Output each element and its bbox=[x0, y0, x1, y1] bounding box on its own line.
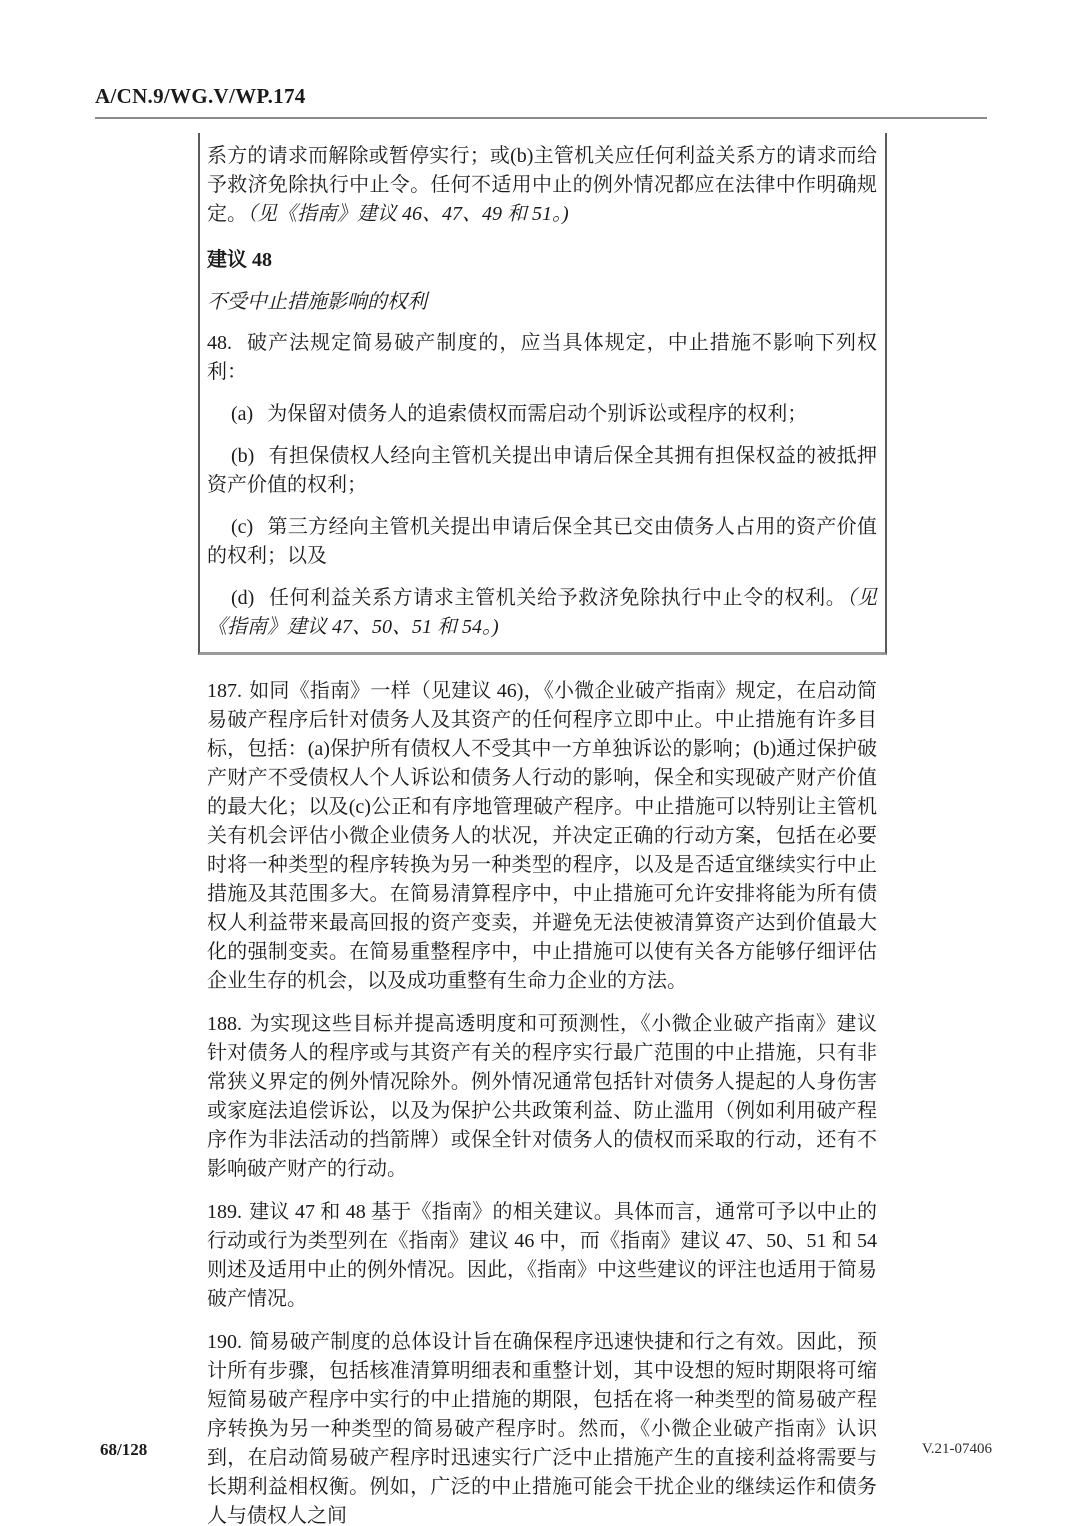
paragraph-187 bbox=[207, 677, 877, 996]
document-symbol: A/CN.9/WG.V/WP.174 bbox=[95, 84, 306, 108]
paragraph-190-text: 简易破产制度的总体设计旨在确保程序迅速快捷和行之有效。因此，预计所有步骤，包括核准清算明细表和重整计划，其中设想的短时期限将可缩短简易破产程序中实行的中止措施的期限，包括在将一种类型的简易破产程序转换为另一种类型的简易破产程序时。然而，《小微企业破产指南》认识到，在启动简易破产程序时迅速实行广泛中止措施产生的直接利益将需要与长期利益相权衡。例如，广泛的中止措施可能会干扰企业的继续运作和债务人与债权人之间 bbox=[207, 1331, 877, 1526]
item-a-text: 为保留对债务人的追索债权而需启动个别诉讼或程序的权利； bbox=[267, 403, 808, 425]
recommendation-48-item-c bbox=[207, 513, 877, 571]
footer-document-code: V.21-07406 bbox=[921, 1441, 992, 1457]
header-rule bbox=[95, 117, 987, 119]
paragraph-190-number: 190. bbox=[207, 1331, 242, 1353]
paragraph-188-number: 188. bbox=[207, 1013, 242, 1035]
recommendation-47-continuation-text: 系方的请求而解除或暂停实行；或(b)主管机关应任何利益关系方的请求而给予救济免除执行中止令。任何不适用中止的例外情况都应在法律中作明确规定。 bbox=[207, 145, 877, 225]
paragraph-187-text: 如同《指南》一样（见建议 46)，《小微企业破产指南》规定，在启动简易破产程序后针对债务人及其资产的任何程序立即中止。中止措施有许多目标，包括：(a)保护所有债权人不受其中一方单独诉讼的影响；(b)通过保护破产财产不受债权人个人诉讼和债务人行动的影响，保全和实现破产财产价值的最大化；以及(c)公正和有序地管理破产程序。中止措施可以特别让主管机关有机会评估小微企业债务人的状况，并决定正确的行动方案，包括在必要时将一种类型的程序转换为另一种类型的程序，以及是否适宜继续实行中止措施及其范围多大。在简易清算程序中，中止措施可允许安排将能为所有债权人利益带来最高回报的资产变卖，并避免无法使被清算资产达到价值最大化的强制变卖。在简易重整程序中，中止措施可以使有关各方能够仔细评估企业生存的机会，以及成功重整有生命力企业的方法。 bbox=[207, 680, 877, 992]
recommendation-47-continuation bbox=[207, 142, 877, 229]
content-area bbox=[198, 133, 887, 1526]
item-b-label: (b) bbox=[231, 445, 255, 467]
paragraph-189-text: 建议 47 和 48 基于《指南》的相关建议。具体而言，通常可予以中止的行动或行为类型列在《指南》建议 46 中，而《指南》建议 47、50、51 和 54 则述及适用中止的例外情况。因此，《指南》中这些建议的评注也适用于简易破产情况。 bbox=[207, 1201, 877, 1310]
recommendation-48-heading: 建议 48 bbox=[207, 249, 272, 271]
paragraph-190 bbox=[207, 1328, 877, 1526]
recommendation-48-subheading: 不受中止措施影响的权利 bbox=[207, 291, 427, 313]
item-c-label: (c) bbox=[231, 516, 254, 538]
recommendation-48-item-a bbox=[207, 400, 877, 429]
recommendation-47-reference: （见《指南》建议 46、47、49 和 51。) bbox=[247, 203, 569, 225]
item-b-text: 有担保债权人经向主管机关提出申请后保全其拥有担保权益的被抵押资产价值的权利； bbox=[207, 445, 877, 496]
recommendation-box bbox=[198, 133, 887, 655]
recommendation-48-item-b bbox=[207, 442, 877, 500]
recommendation-48-number: 48. bbox=[207, 332, 232, 354]
paragraph-189-number: 189. bbox=[207, 1201, 242, 1223]
recommendation-48-item-d bbox=[207, 584, 877, 642]
recommendation-48-chapeau bbox=[207, 329, 877, 387]
paragraph-188-text: 为实现这些目标并提高透明度和可预测性，《小微企业破产指南》建议针对债务人的程序或与其资产有关的程序实行最广范围的中止措施，只有非常狭义界定的例外情况除外。例外情况通常包括针对债务人提起的人身伤害或家庭法追偿诉讼，以及为保护公共政策利益、防止滥用（例如利用破产程序作为非法活动的挡箭牌）或保全针对债务人的债权而采取的行动，还有不影响破产财产的行动。 bbox=[207, 1013, 877, 1180]
paragraph-187-number: 187. bbox=[207, 680, 242, 702]
item-d-reference: （见《指南》建议 47、50、51 和 54。) bbox=[207, 587, 878, 638]
item-c-text: 第三方经向主管机关提出申请后保全其已交由债务人占用的资产价值的权利；以及 bbox=[207, 516, 877, 567]
item-d-text: 任何利益关系方请求主管机关给予救济免除执行中止令的权利。 bbox=[268, 587, 847, 609]
recommendation-48-chapeau-text: 破产法规定简易破产制度的，应当具体规定，中止措施不影响下列权利： bbox=[207, 332, 877, 383]
footer-page-number: 68/128 bbox=[100, 1440, 148, 1459]
item-d-label: (d) bbox=[231, 587, 255, 609]
item-a-label: (a) bbox=[231, 403, 254, 425]
paragraph-188 bbox=[207, 1010, 877, 1184]
paragraph-189 bbox=[207, 1198, 877, 1314]
